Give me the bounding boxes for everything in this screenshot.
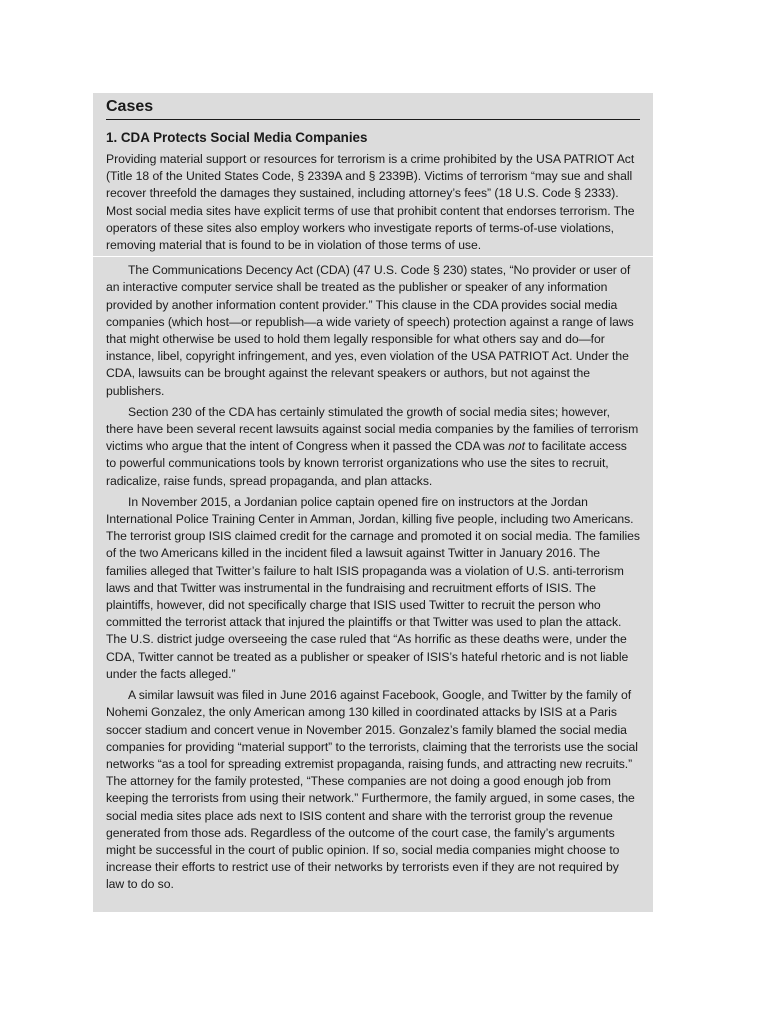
section-header: Cases xyxy=(106,97,640,120)
body-paragraph-3: In November 2015, a Jordanian police captain opened fire on instructors at the Jordan International Police Training Center in Amman, Jordan, killing five people, including two Americans. The terrorist group ISIS claimed credit for the carnage and promoted it on social media. The families of the two Americans killed in the incident filed a lawsuit against Twitter in January 2016. The families alleged that Twitter’s failure to halt ISIS propaganda was a violation of U.S. anti-terrorism laws and that Twitter was instrumental in the fundraising and recruitment efforts of ISIS. The plaintiffs, however, did not specifically charge that ISIS used Twitter to recruit the person who committed the terrorist attack that injured the plaintiffs or that Twitter was used to plan the attack. The U.S. district judge overseeing the case ruled that “As horrific as these deaths were, under the CDA, Twitter cannot be treated as a publisher or speaker of ISIS’s hateful rhetoric and is not liable under the facts alleged.” xyxy=(106,494,640,681)
body-paragraph-1: The Communications Decency Act (CDA) (47 U.S. Code § 230) states, “No provider or user of an interactive computer service shall be treated as the publisher or speaker of any information provided by another information content provider.” This clause in the CDA provides social media companies (which host—or republish—a wide variety of speech) protection against a range of laws that might otherwise be used to hold them legally responsible for what others say and do—for instance, libel, copyright infringement, and yes, even violation of the USA PATRIOT Act. Under the CDA, lawsuits can be brought against the relevant speakers or authors, but not against the publishers. xyxy=(106,263,634,398)
emphasis-not: not xyxy=(508,439,525,454)
body-paragraph-4: A similar lawsuit was filed in June 2016 against Facebook, Google, and Twitter by the family of Nohemi Gonzalez, the only American among 130 killed in coordinated attacks by ISIS at a Paris soccer stadium and concert venue in November 2015. Gonzalez’s family blamed the social media companies for providing “material support” to the terrorists, claiming that the terrorists use the social networks “as a tool for spreading extremist propaganda, raising funds, and attracting new recruits.” The attorney for the family protested, “These companies are not doing a good enough job from keeping the terrorists from using their network.” Furthermore, the family argued, in some cases, the social media sites place ads next to ISIS content and share with the terrorist group the revenue generated from those ads. Regardless of the outcome of the court case, the family’s arguments might be successful in the court of public opinion. If so, social media companies might choose to increase their efforts to restrict use of their networks by terrorists even if they are not required by law to do so. xyxy=(106,688,638,892)
cases-box xyxy=(93,93,653,912)
paragraph-2-text-end: to facilitate access to powerful communications tools by known terrorist organizations who use the sites to recruit, radicalize, raise funds, spread propaganda, and plan attacks. xyxy=(106,439,627,488)
body-paragraph-2 xyxy=(106,404,640,490)
case-intro-paragraph: Providing material support or resources for terrorism is a crime prohibited by the USA PATRIOT Act (Title 18 of the United States Code, § 2339A and § 2339B). Victims of terrorism “may sue and shall recover threefold the damages they sustained, including attorney’s fees” (18 U.S. Code § 2333). Most social media sites have explicit terms of use that prohibit content that endorses terrorism. The operators of these sites also employ workers who investigate reports of terms-of-use violations, removing material that is found to be in violation of those terms of use. xyxy=(106,152,635,253)
case-title: 1. CDA Protects Social Media Companies xyxy=(106,130,368,145)
section-divider xyxy=(93,256,653,257)
paragraph-2-text-start: Section 230 of the CDA has certainly stimulated the growth of social media sites; however, there have been several recent lawsuits against social media companies by the families of terrorism victims who argue that the intent of Congress when it passed the CDA was xyxy=(106,404,639,454)
